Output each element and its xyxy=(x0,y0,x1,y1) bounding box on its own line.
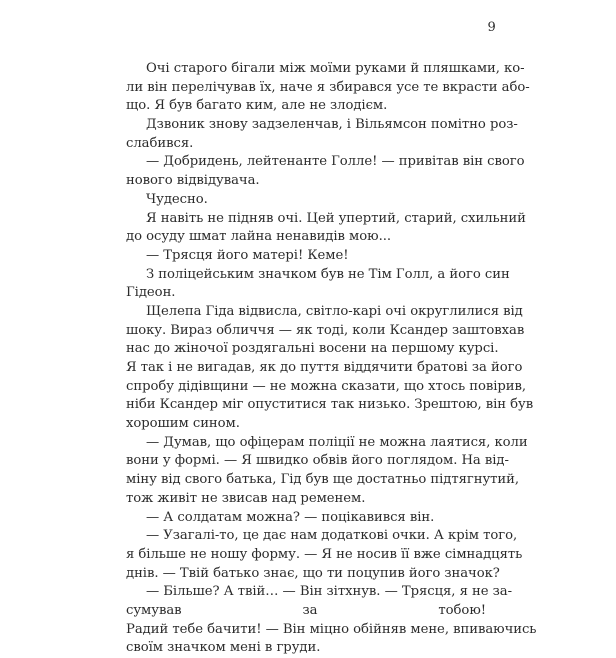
text-line: — Добридень, лейтенанте Голле! — привітав він свого xyxy=(146,154,525,170)
text-line: вони у формі. — Я швидко обвів його поглядом. На від- xyxy=(126,453,509,469)
text-line: ли він перелічував їх, наче я збирався усе те вкрасти або- xyxy=(126,79,530,95)
text-line: — Більше? А твій… — Він зітхнув. — Трясця, я не за- xyxy=(146,584,512,600)
text-line: спробу дідівщини — не можна сказати, що хтось повірив, xyxy=(126,378,527,394)
text-line: Я так і не вигадав, як до пуття віддячити братові за його xyxy=(126,360,523,375)
text-line: нового відвідувача. xyxy=(126,173,260,189)
text-line: хорошим сином. xyxy=(126,416,240,432)
text-line: Я навіть не підняв очі. Цей упертий, старий, схильний xyxy=(146,210,526,226)
text-line: ніби Ксандер міг опуститися так низько. Зрештою, він був xyxy=(126,397,534,413)
text-line: що. Я був багато ким, але не злодієм. xyxy=(126,98,388,114)
text-line: тож живіт не звисав над ременем. xyxy=(126,490,366,506)
text-line: — Думав, що офіцерам поліції не можна лаятися, коли xyxy=(146,434,528,450)
text-line: Очі старого бігали між моїми руками й пляшками, ко- xyxy=(146,61,525,76)
text-line: я більше не ношу форму. — Я не носив її вже сімнадцять xyxy=(126,546,523,562)
text-line: нас до жіночої роздягальні восени на першому курсі. xyxy=(126,341,499,357)
text-line: до осуду шмат лайна ненавидів мою... xyxy=(126,229,392,245)
text-line: своїм значком мені в груди. xyxy=(126,640,321,656)
text-line: — А солдатам можна? — поцікавився він. xyxy=(146,509,435,525)
text-line: Радий тебе бачити! — Він міцно обійняв мене, впиваючись xyxy=(126,621,537,637)
text-line: — Трясця його матері! Кеме! xyxy=(146,247,349,263)
text-line: днів. — Твій батько знає, що ти поцупив його значок? xyxy=(126,565,500,581)
text-line: Щелепа Гіда відвисла, світло-карі очі округлилися від xyxy=(146,303,523,319)
page-number: 9 xyxy=(487,20,496,35)
text-line: шоку. Вираз обличчя — як тоді, коли Ксандер заштовхав xyxy=(126,322,525,338)
text-line: Гідеон. xyxy=(126,285,176,301)
text-line: — Узагалі-то, це дає нам додаткові очки. А крім того, xyxy=(146,528,518,544)
text-line: Чудесно. xyxy=(146,191,208,207)
text-line: слабився. xyxy=(126,135,194,151)
text-line: сумував за тобою! xyxy=(126,602,486,618)
text-line: З поліцейським значком був не Тім Голл, а його син xyxy=(146,266,510,282)
text-line: Дзвоник знову задзеленчав, і Вільямсон помітно роз- xyxy=(146,117,518,133)
body-text xyxy=(126,60,537,658)
text-line: міну від свого батька, Гід був ще достатньо підтягнутий, xyxy=(126,472,520,488)
